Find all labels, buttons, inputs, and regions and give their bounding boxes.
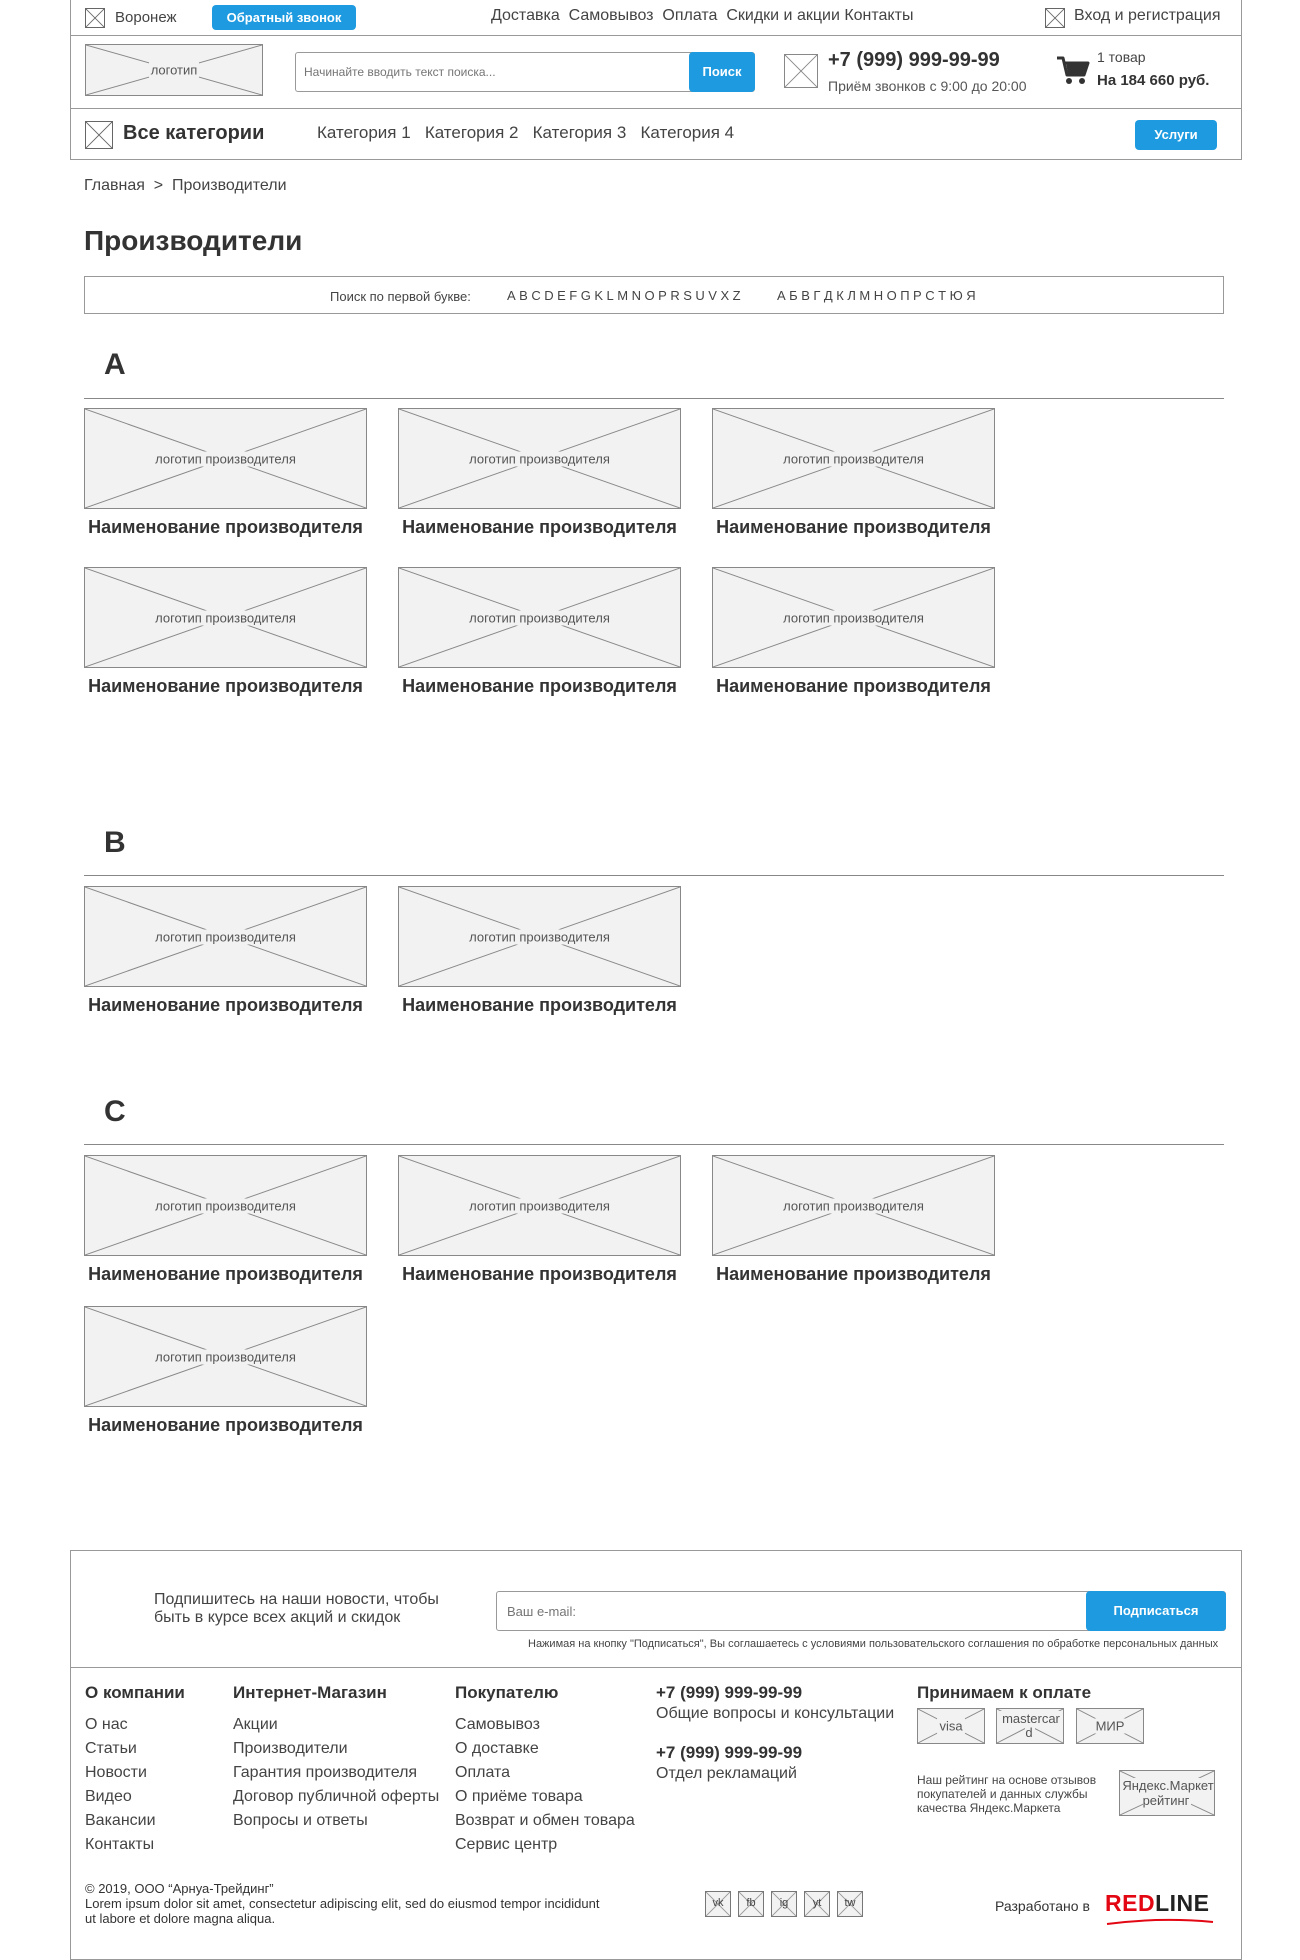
footer-link[interactable]: Производители [233, 1740, 348, 1757]
social-label: tw [844, 1897, 856, 1909]
cyrillic-letters [777, 288, 979, 303]
letter-link[interactable]: Б [789, 288, 799, 303]
footer-column-title: О компании [85, 1683, 185, 1702]
page-title: Производители [84, 225, 303, 256]
footer-column-title: Интернет-Магазин [233, 1683, 387, 1702]
site-logo[interactable] [85, 44, 263, 96]
brand-logo-label: логотип производителя [155, 610, 296, 625]
phone-icon [784, 54, 818, 88]
footer [70, 1667, 1242, 1960]
letter-link[interactable]: P [658, 288, 668, 303]
phone-hours: Приём звонков с 9:00 до 20:00 [828, 78, 1027, 94]
footer-link[interactable]: Договор публичной оферты [233, 1788, 440, 1805]
letter-link[interactable]: E [557, 288, 567, 303]
section-letter: C [104, 1095, 126, 1128]
brand-logo-label: логотип производителя [469, 929, 610, 944]
brand-name[interactable]: Наименование производителя [88, 517, 363, 537]
letter-link[interactable]: Р [913, 288, 923, 303]
footer-link[interactable]: Вакансии [85, 1812, 156, 1829]
brand-logo[interactable] [84, 1155, 367, 1256]
copyright [85, 1881, 605, 1926]
brand-logo[interactable] [84, 408, 367, 509]
search-button[interactable]: Поиск [689, 52, 755, 92]
top-bar [70, 0, 1242, 36]
payment-label: МИР [1095, 1718, 1125, 1734]
brand-logo[interactable] [398, 567, 681, 668]
top-nav-item[interactable]: Оплата [662, 7, 718, 24]
letter-link[interactable]: K [594, 288, 604, 303]
header [70, 35, 1242, 109]
footer-phone[interactable]: +7 (999) 999-99-99 [656, 1743, 803, 1762]
brand-logo-label: логотип производителя [155, 1349, 296, 1364]
developed-by: Разработано в [995, 1898, 1090, 1914]
footer-link[interactable]: О нас [85, 1716, 128, 1733]
letter-link[interactable]: R [670, 288, 681, 303]
subscribe-block [70, 1550, 1242, 1668]
menu-icon[interactable] [85, 121, 113, 149]
email-input[interactable] [497, 1592, 1082, 1630]
payment-mir [1076, 1708, 1144, 1744]
social-label: yt [812, 1897, 822, 1909]
letter-link[interactable]: V [708, 288, 718, 303]
redline-logo-red: RED [1105, 1890, 1156, 1916]
brand-logo[interactable] [398, 408, 681, 509]
top-nav [491, 7, 913, 25]
footer-link[interactable]: Статьи [85, 1740, 137, 1757]
footer-contacts [656, 1683, 894, 1783]
breadcrumb-home[interactable]: Главная [84, 177, 145, 194]
breadcrumb-current: Производители [172, 177, 287, 194]
yandex-rating-badge[interactable] [1119, 1770, 1215, 1816]
category-item[interactable]: Категория 4 [640, 123, 735, 142]
letter-link[interactable]: А [777, 288, 787, 303]
cart-total[interactable]: На 184 660 руб. [1097, 72, 1210, 89]
search-input[interactable] [296, 53, 686, 91]
letter-link[interactable]: Я [966, 288, 977, 303]
category-item[interactable]: Категория 2 [424, 123, 519, 142]
yt-icon[interactable] [804, 1891, 830, 1917]
brand-logo-label: логотип производителя [783, 610, 924, 625]
category-item[interactable]: Категория 1 [317, 123, 411, 142]
cart-icon[interactable] [1056, 55, 1090, 85]
letter-link[interactable]: C [531, 288, 542, 303]
letter-search [84, 276, 1224, 314]
search-box [295, 52, 755, 92]
letter-link[interactable]: F [569, 288, 578, 303]
footer-link[interactable]: Акции [233, 1716, 278, 1733]
brand-name[interactable]: Наименование производителя [88, 1264, 363, 1284]
brand-logo[interactable] [84, 567, 367, 668]
letter-link[interactable]: К [836, 288, 845, 303]
brand-name[interactable]: Наименование производителя [402, 995, 677, 1015]
brand-logo-label: логотип производителя [469, 451, 610, 466]
redline-logo-black: LINE [1155, 1890, 1210, 1916]
letter-link[interactable]: A [507, 288, 517, 303]
social-label: fb [746, 1897, 756, 1909]
tw-icon[interactable] [837, 1891, 863, 1917]
brand-logo[interactable] [398, 1155, 681, 1256]
letter-link[interactable]: G [580, 288, 592, 303]
subscribe-button[interactable]: Подписаться [1086, 1591, 1226, 1631]
login-link[interactable]: Вход и регистрация [1074, 7, 1221, 24]
footer-phone[interactable]: +7 (999) 999-99-99 [656, 1683, 803, 1702]
brand-name[interactable]: Наименование производителя [402, 1264, 677, 1284]
section-letter: B [104, 826, 126, 859]
letter-link[interactable]: O [644, 288, 656, 303]
top-nav-item[interactable]: Скидки и акции [726, 7, 840, 24]
vk-icon[interactable] [705, 1891, 731, 1917]
breadcrumb [84, 177, 287, 195]
footer-link[interactable]: Вопросы и ответы [233, 1812, 368, 1829]
ig-icon[interactable] [771, 1891, 797, 1917]
subscribe-form [496, 1591, 1226, 1631]
subscribe-note: Нажимая на кнопку "Подписаться", Вы соглашаетесь с условиями пользовательского соглашения по обработке персональных данных [528, 1638, 1219, 1650]
letter-link[interactable]: Г [813, 288, 821, 303]
section-divider [84, 1144, 1224, 1145]
category-item[interactable]: Категория 3 [532, 123, 627, 142]
callback-button[interactable]: Обратный звонок [212, 5, 356, 30]
breadcrumb-separator: > [153, 177, 164, 194]
payment-visa [917, 1708, 985, 1744]
brand-name[interactable]: Наименование производителя [402, 517, 677, 537]
letter-link[interactable]: Л [847, 288, 857, 303]
section-letter: A [104, 348, 126, 381]
subscribe-text: Подпишитесь на наши новости, чтобы быть в курсе всех акций и скидок [154, 1591, 439, 1626]
letter-link[interactable]: О [886, 288, 898, 303]
payment-label: mastercard [1002, 1711, 1060, 1740]
letter-link[interactable]: L [606, 288, 615, 303]
letter-link[interactable]: П [900, 288, 911, 303]
location-icon [85, 8, 105, 28]
all-categories-button[interactable]: Все категории [123, 122, 265, 144]
social-label: ig [779, 1897, 789, 1909]
redline-swoosh [1105, 1918, 1215, 1926]
footer-link[interactable]: Самовывоз [455, 1716, 540, 1733]
top-nav-item[interactable]: Доставка [491, 7, 560, 24]
top-nav-item[interactable]: Контакты [844, 7, 914, 24]
footer-phone-desc: Отдел рекламаций [656, 1765, 797, 1782]
latin-letters [507, 288, 744, 303]
user-icon [1045, 8, 1065, 28]
letter-link[interactable]: В [801, 288, 811, 303]
cart-count[interactable]: 1 товар [1097, 49, 1146, 65]
fb-icon[interactable] [738, 1891, 764, 1917]
brand-logo-label: логотип производителя [783, 451, 924, 466]
footer-link[interactable]: Гарантия производителя [233, 1764, 418, 1781]
footer-link[interactable]: Сервис центр [455, 1836, 558, 1853]
letter-link[interactable]: Т [938, 288, 947, 303]
category-nav [317, 123, 734, 143]
letter-link[interactable]: Д [823, 288, 834, 303]
payment-mastercard [996, 1708, 1064, 1744]
footer-link[interactable]: Контакты [85, 1836, 155, 1853]
brand-logo-label: логотип производителя [155, 451, 296, 466]
city-selector[interactable]: Воронеж [115, 9, 177, 26]
brand-logo[interactable] [712, 1155, 995, 1256]
brand-name[interactable]: Наименование производителя [88, 995, 363, 1015]
letter-link[interactable]: N [631, 288, 642, 303]
footer-lorem: Lorem ipsum dolor sit amet, consectetur adipiscing elit, sed do eiusmod tempor incididunt ut labore et dolore magna aliqua. [85, 1896, 600, 1926]
footer-link[interactable]: Оплата [455, 1764, 511, 1781]
section-divider [84, 398, 1224, 399]
footer-link[interactable]: О доставке [455, 1740, 539, 1757]
brand-name[interactable]: Наименование производителя [402, 676, 677, 696]
brand-logo[interactable] [712, 567, 995, 668]
category-bar [70, 108, 1242, 160]
logo-label: логотип [150, 62, 198, 78]
footer-column-title: Покупателю [455, 1683, 559, 1702]
footer-link[interactable]: Возврат и обмен товара [455, 1812, 635, 1829]
brand-name[interactable]: Наименование производителя [88, 1415, 363, 1435]
top-nav-item[interactable]: Самовывоз [568, 7, 654, 24]
footer-link[interactable]: Видео [85, 1788, 132, 1805]
copyright-text: © 2019, ООО “Арнуа-Трейдинг” [85, 1881, 274, 1896]
brand-logo-label: логотип производителя [783, 1198, 924, 1213]
brand-name[interactable]: Наименование производителя [716, 1264, 991, 1284]
letter-link[interactable]: Н [873, 288, 884, 303]
letter-link[interactable]: U [695, 288, 706, 303]
brand-logo-label: логотип производителя [469, 1198, 610, 1213]
footer-link[interactable]: Новости [85, 1764, 147, 1781]
brand-logo[interactable] [712, 408, 995, 509]
brand-logo[interactable] [84, 1306, 367, 1407]
letter-link[interactable]: С [925, 288, 936, 303]
letter-link[interactable]: M [617, 288, 629, 303]
social-label: vk [712, 1897, 724, 1909]
redline-logo[interactable] [1105, 1890, 1209, 1917]
brand-logo-label: логотип производителя [469, 610, 610, 625]
brand-name[interactable]: Наименование производителя [716, 676, 991, 696]
letter-link[interactable]: Z [732, 288, 742, 303]
footer-link[interactable]: О приёме товара [455, 1788, 583, 1805]
letter-link[interactable]: Ю [949, 288, 964, 303]
brand-name[interactable]: Наименование производителя [716, 517, 991, 537]
brand-logo-label: логотип производителя [155, 929, 296, 944]
brand-logo[interactable] [398, 886, 681, 987]
payment-title: Принимаем к оплате [917, 1683, 1092, 1702]
letter-link[interactable]: S [683, 288, 693, 303]
footer-column-company [85, 1683, 185, 1857]
letter-link[interactable]: B [519, 288, 529, 303]
footer-column-shop [233, 1683, 439, 1833]
header-phone[interactable]: +7 (999) 999-99-99 [828, 49, 1000, 71]
letter-search-label: Поиск по первой букве: [330, 289, 471, 304]
letter-link[interactable]: М [859, 288, 871, 303]
rating-badge-label: Яндекс.Маркет рейтинг [1122, 1778, 1214, 1808]
rating-text: Наш рейтинг на основе отзывов покупателей и данных службы качества Яндекс.Маркета [917, 1773, 1097, 1815]
footer-phone-desc: Общие вопросы и консультации [656, 1705, 895, 1722]
payment-label: visa [939, 1718, 963, 1734]
services-button[interactable]: Услуги [1135, 120, 1217, 150]
section-divider [84, 875, 1224, 876]
brand-logo[interactable] [84, 886, 367, 987]
letter-link[interactable]: D [544, 288, 555, 303]
footer-column-buyer [455, 1683, 635, 1857]
brand-name[interactable]: Наименование производителя [88, 676, 363, 696]
letter-link[interactable]: X [720, 288, 730, 303]
brand-logo-label: логотип производителя [155, 1198, 296, 1213]
